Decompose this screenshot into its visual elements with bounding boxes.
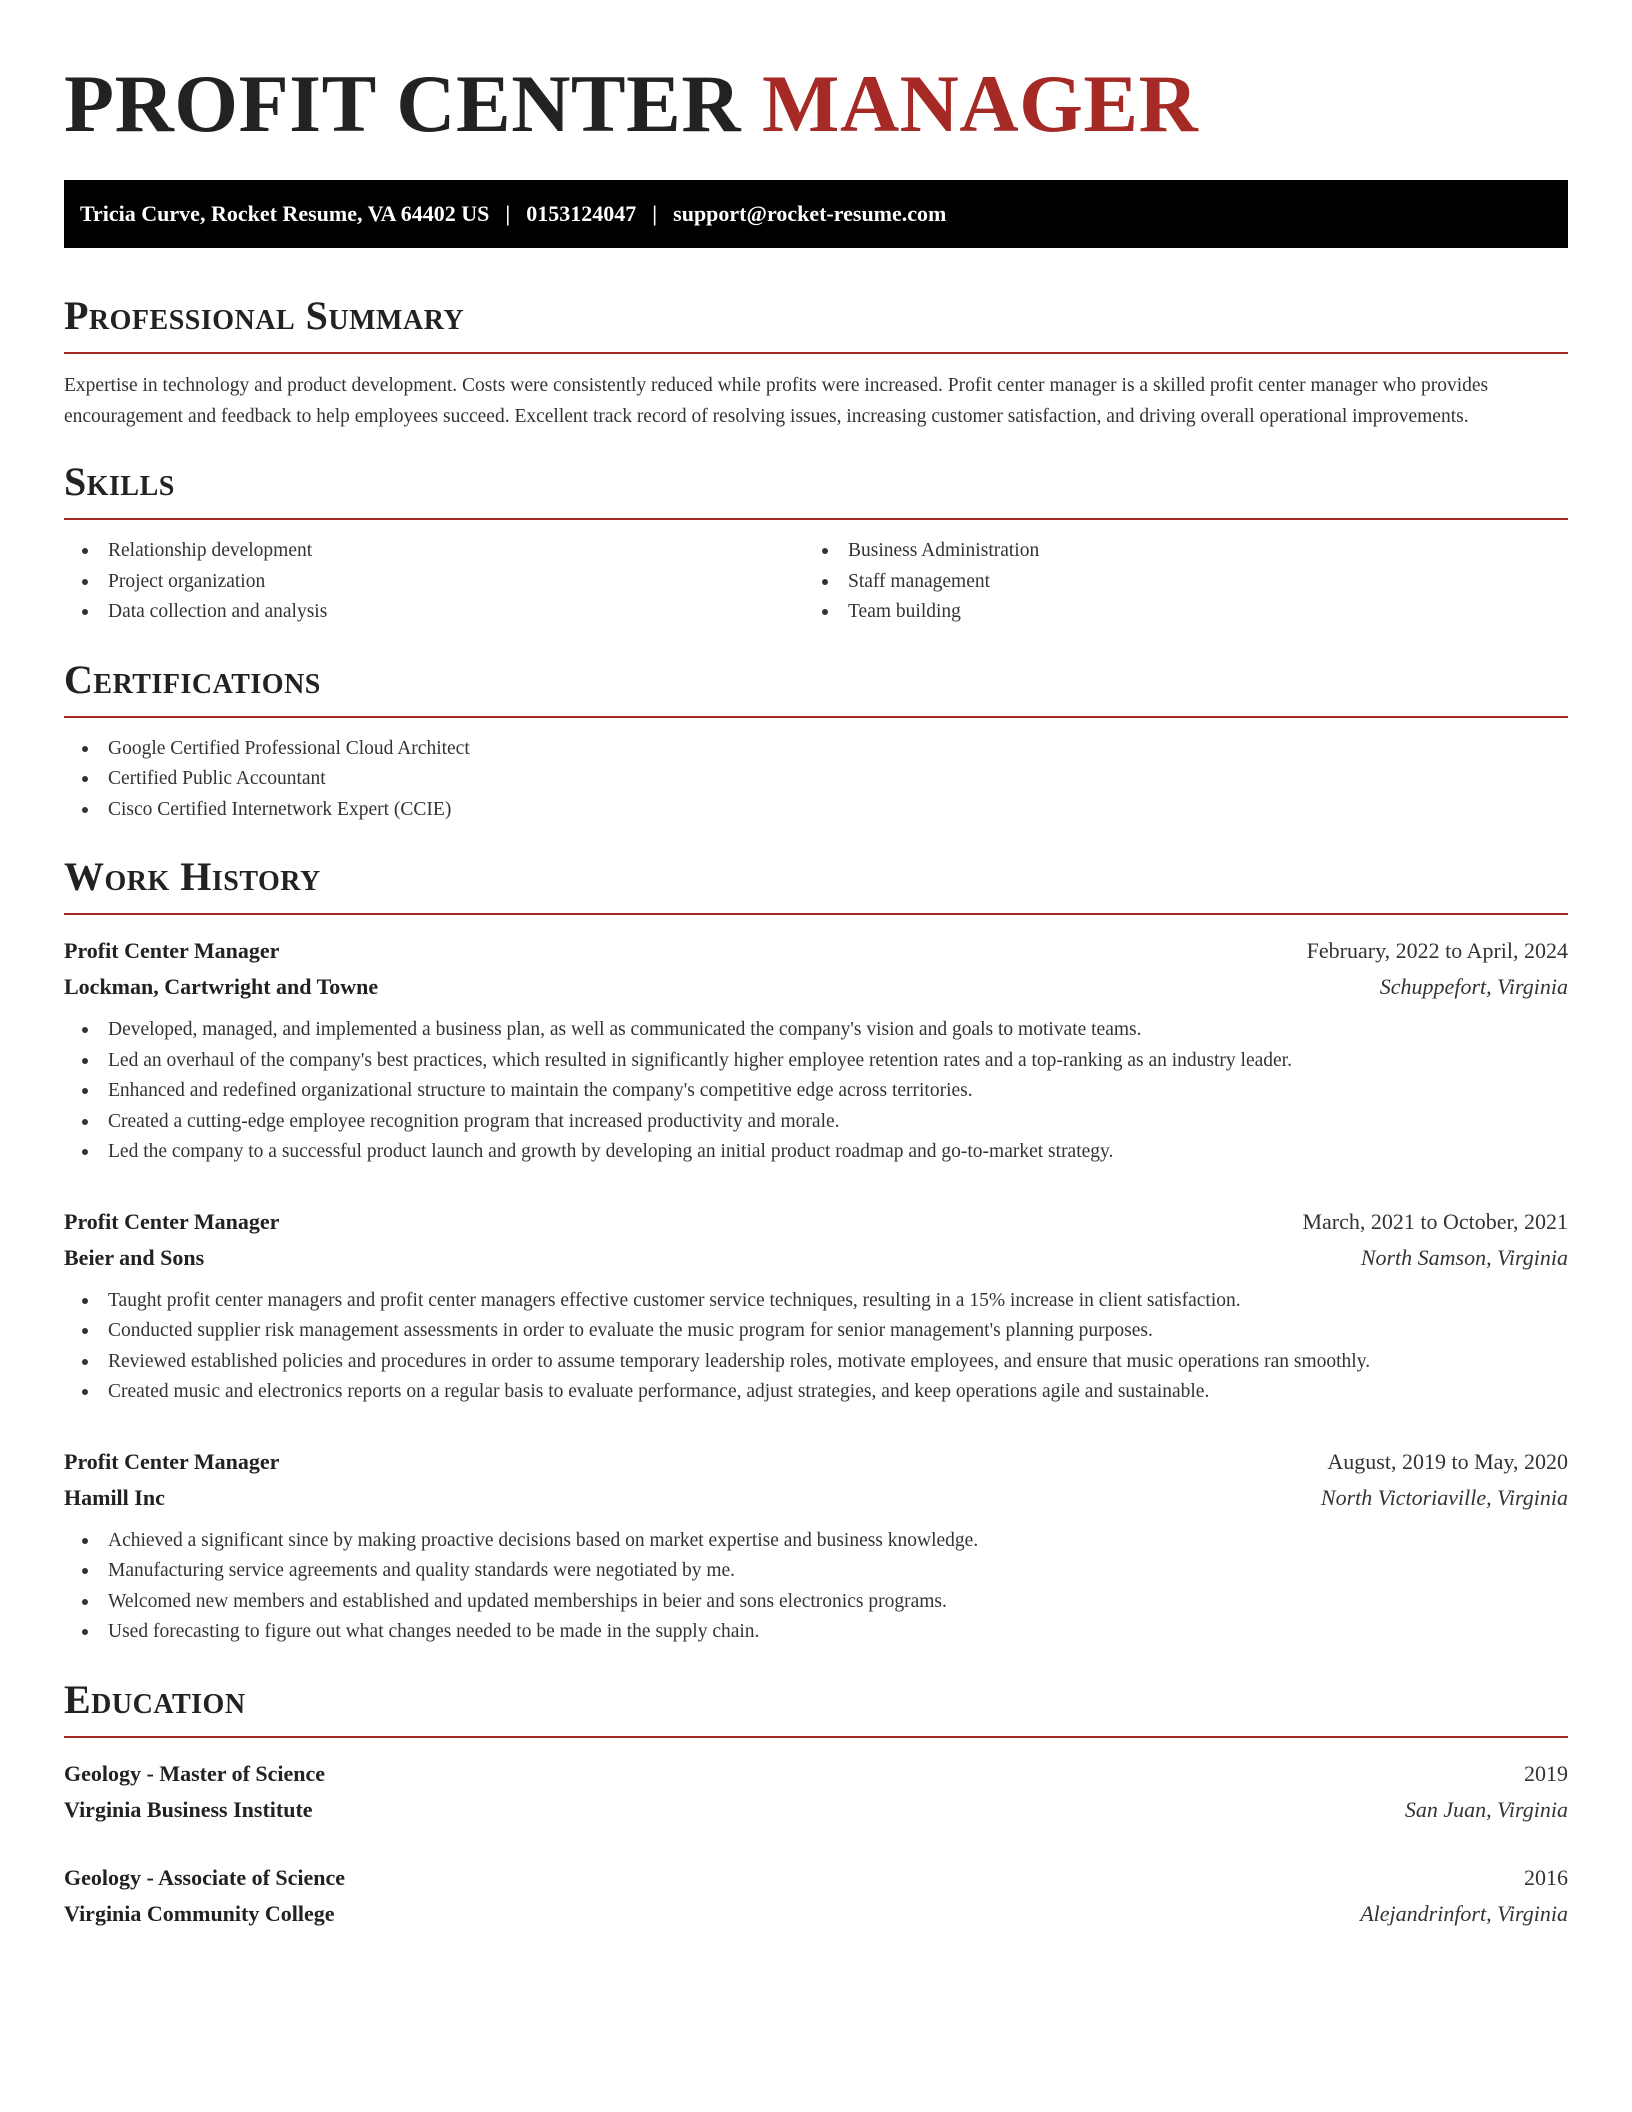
- certification-item: Certified Public Accountant: [64, 764, 1568, 795]
- job-bullet: Created a cutting-edge employee recognition program that increased productivity and morale.: [64, 1107, 1568, 1138]
- title-main: PROFIT CENTER: [64, 58, 742, 149]
- job-bullets: [64, 1526, 1568, 1648]
- job-bullet: Developed, managed, and implemented a business plan, as well as communicated the company's vision and goals to motivate teams.: [64, 1015, 1568, 1046]
- section-divider: [64, 352, 1568, 354]
- education-year: 2019: [1524, 1760, 1568, 1786]
- job-location: North Samson, Virginia: [1360, 1244, 1568, 1270]
- education-entry: [64, 1860, 1568, 1932]
- education-degree-row: [64, 1860, 1568, 1896]
- job-bullets: [64, 1286, 1568, 1408]
- job-title: Profit Center Manager: [64, 1448, 280, 1474]
- contact-separator: |: [505, 201, 511, 226]
- education-school-row: [64, 1792, 1568, 1828]
- skills-heading: Skills: [64, 459, 175, 504]
- work-history-heading: Work History: [64, 854, 321, 899]
- education-school: Virginia Business Institute: [64, 1796, 313, 1822]
- skill-item: Project organization: [64, 567, 804, 598]
- job-title: Profit Center Manager: [64, 1208, 280, 1234]
- education-year: 2016: [1524, 1864, 1568, 1890]
- section-divider: [64, 518, 1568, 520]
- job-company-row: [64, 1480, 1568, 1516]
- skill-item: Team building: [804, 597, 1544, 628]
- job-entry: [64, 1204, 1568, 1408]
- education-school-row: [64, 1896, 1568, 1932]
- job-location: Schuppefort, Virginia: [1379, 974, 1568, 999]
- contact-email[interactable]: support@rocket-resume.com: [673, 201, 947, 226]
- skill-item: Data collection and analysis: [64, 597, 804, 628]
- contact-bar: [64, 180, 1568, 248]
- job-company-row: [64, 1240, 1568, 1276]
- education-location: Alejandrinfort, Virginia: [1360, 1900, 1568, 1926]
- job-header-row: [64, 1204, 1568, 1240]
- job-bullet: Reviewed established policies and procedures in order to assume temporary leadership roles, motivate employees, and ensure that music operations ran smoothly.: [64, 1347, 1568, 1378]
- job-bullet: Used forecasting to figure out what changes needed to be made in the supply chain.: [64, 1617, 1568, 1648]
- section-divider: [64, 913, 1568, 915]
- certification-item: Google Certified Professional Cloud Architect: [64, 734, 1568, 765]
- job-bullet: Taught profit center managers and profit center managers effective customer service techniques, resulting in a 15% increase in client satisfaction.: [64, 1286, 1568, 1317]
- job-bullet: Created music and electronics reports on a regular basis to evaluate performance, adjust strategies, and keep operations agile and sustainable.: [64, 1377, 1568, 1408]
- job-bullet: Manufacturing service agreements and quality standards were negotiated by me.: [64, 1556, 1568, 1587]
- summary-heading: Professional Summary: [64, 293, 465, 338]
- skills-list: [64, 536, 1568, 628]
- skill-item: Relationship development: [64, 536, 804, 567]
- resume-title: [64, 56, 1568, 152]
- job-bullet: Led an overhaul of the company's best practices, which resulted in significantly higher employee retention rates and a top-ranking as an industry leader.: [64, 1046, 1568, 1077]
- title-accent: MANAGER: [762, 58, 1199, 149]
- job-bullet: Conducted supplier risk management assessments in order to evaluate the music program for senior management's planning purposes.: [64, 1316, 1568, 1347]
- skill-item: Staff management: [804, 567, 1544, 598]
- education-degree-row: [64, 1756, 1568, 1792]
- certifications-heading: Certifications: [64, 656, 321, 702]
- education-entry: [64, 1756, 1568, 1828]
- job-company: Lockman, Cartwright and Towne: [64, 974, 379, 999]
- education-heading: Education: [64, 1676, 246, 1722]
- education-degree: Geology - Master of Science: [64, 1760, 326, 1786]
- job-header-row: [64, 933, 1568, 969]
- job-dates: February, 2022 to April, 2024: [1306, 938, 1568, 963]
- job-location: North Victoriaville, Virginia: [1320, 1484, 1568, 1510]
- job-title: Profit Center Manager: [64, 938, 280, 963]
- job-entry: [64, 933, 1568, 1168]
- job-dates: August, 2019 to May, 2020: [1327, 1448, 1568, 1474]
- job-company-row: [64, 969, 1568, 1005]
- contact-phone: 0153124047: [526, 201, 637, 226]
- job-header-row: [64, 1444, 1568, 1480]
- certifications-list: [64, 734, 1568, 826]
- section-divider: [64, 1736, 1568, 1738]
- skill-item: Business Administration: [804, 536, 1544, 567]
- job-company: Hamill Inc: [64, 1484, 165, 1510]
- job-entry: [64, 1444, 1568, 1648]
- skills-column-right: [804, 536, 1544, 628]
- section-divider: [64, 716, 1568, 718]
- job-bullet: Achieved a significant since by making proactive decisions based on market expertise and business knowledge.: [64, 1526, 1568, 1557]
- contact-separator: |: [652, 201, 658, 226]
- job-bullet: Welcomed new members and established and updated memberships in beier and sons electronics programs.: [64, 1587, 1568, 1618]
- resume-page: [64, 0, 1568, 1932]
- job-bullet: Enhanced and redefined organizational structure to maintain the company's competitive edge across territories.: [64, 1076, 1568, 1107]
- education-location: San Juan, Virginia: [1404, 1796, 1568, 1822]
- education-school: Virginia Community College: [64, 1900, 335, 1926]
- skills-column-left: [64, 536, 804, 628]
- education-degree: Geology - Associate of Science: [64, 1864, 346, 1890]
- certification-item: Cisco Certified Internetwork Expert (CCIE): [64, 795, 1568, 826]
- job-bullets: [64, 1015, 1568, 1168]
- job-company: Beier and Sons: [64, 1244, 205, 1270]
- summary-text: Expertise in technology and product development. Costs were consistently reduced while profits were increased. Profit center manager is a skilled profit center manager who provides encouragement and feedback to help employees succeed. Excellent track record of resolving issues, increasing customer satisfaction, and driving overall operational improvements.: [64, 375, 1489, 427]
- job-dates: March, 2021 to October, 2021: [1302, 1208, 1568, 1234]
- contact-address: Tricia Curve, Rocket Resume, VA 64402 US: [80, 201, 490, 226]
- job-bullet: Led the company to a successful product launch and growth by developing an initial product roadmap and go-to-market strategy.: [64, 1137, 1568, 1168]
